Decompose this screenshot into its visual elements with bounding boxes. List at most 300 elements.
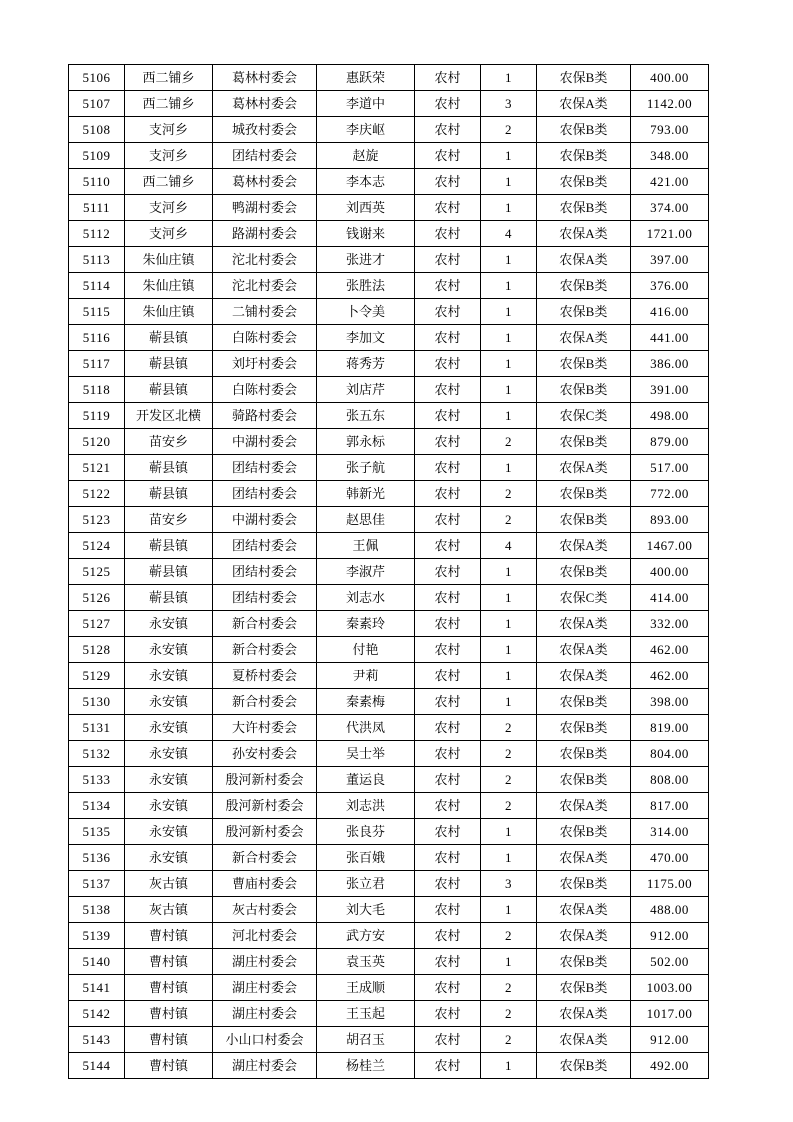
table-cell-0: 5114 [69, 273, 125, 299]
table-cell-5: 2 [481, 1027, 537, 1053]
table-cell-4: 农村 [415, 559, 481, 585]
table-row [69, 221, 709, 247]
table-cell-7: 462.00 [631, 663, 709, 689]
table-cell-6: 农保B类 [537, 819, 631, 845]
table-cell-6: 农保B类 [537, 559, 631, 585]
table-cell-1: 西二铺乡 [125, 65, 213, 91]
table-cell-5: 1 [481, 143, 537, 169]
table-row [69, 923, 709, 949]
table-row [69, 273, 709, 299]
table-cell-0: 5133 [69, 767, 125, 793]
table-cell-0: 5142 [69, 1001, 125, 1027]
table-cell-0: 5112 [69, 221, 125, 247]
table-cell-1: 支河乡 [125, 221, 213, 247]
table-cell-1: 朱仙庄镇 [125, 273, 213, 299]
table-cell-2: 灰古村委会 [213, 897, 317, 923]
table-cell-7: 400.00 [631, 559, 709, 585]
table-cell-3: 赵思佳 [317, 507, 415, 533]
table-cell-3: 代洪凤 [317, 715, 415, 741]
table-cell-0: 5107 [69, 91, 125, 117]
table-cell-6: 农保B类 [537, 949, 631, 975]
table-cell-3: 王玉起 [317, 1001, 415, 1027]
table-cell-0: 5123 [69, 507, 125, 533]
table-cell-5: 1 [481, 351, 537, 377]
table-cell-6: 农保B类 [537, 273, 631, 299]
table-cell-4: 农村 [415, 1001, 481, 1027]
table-cell-4: 农村 [415, 507, 481, 533]
table-cell-0: 5117 [69, 351, 125, 377]
table-cell-5: 1 [481, 273, 537, 299]
table-row [69, 663, 709, 689]
table-row [69, 455, 709, 481]
table-cell-1: 朱仙庄镇 [125, 247, 213, 273]
table-row [69, 559, 709, 585]
table-cell-0: 5130 [69, 689, 125, 715]
table-row [69, 1053, 709, 1079]
table-row [69, 195, 709, 221]
table-cell-5: 2 [481, 767, 537, 793]
table-cell-4: 农村 [415, 637, 481, 663]
table-cell-0: 5132 [69, 741, 125, 767]
table-cell-1: 苗安乡 [125, 429, 213, 455]
table-cell-5: 2 [481, 975, 537, 1001]
table-cell-6: 农保A类 [537, 1027, 631, 1053]
table-cell-3: 李道中 [317, 91, 415, 117]
table-cell-6: 农保A类 [537, 455, 631, 481]
table-cell-3: 赵旋 [317, 143, 415, 169]
table-cell-2: 团结村委会 [213, 559, 317, 585]
table-cell-1: 曹村镇 [125, 949, 213, 975]
table-cell-5: 2 [481, 923, 537, 949]
table-cell-3: 付艳 [317, 637, 415, 663]
table-row [69, 351, 709, 377]
table-cell-6: 农保B类 [537, 351, 631, 377]
table-cell-1: 永安镇 [125, 611, 213, 637]
table-cell-5: 2 [481, 715, 537, 741]
table-row [69, 637, 709, 663]
table-cell-6: 农保B类 [537, 143, 631, 169]
table-cell-5: 1 [481, 663, 537, 689]
table-row [69, 247, 709, 273]
table-body [69, 65, 709, 1079]
table-cell-5: 2 [481, 481, 537, 507]
table-cell-1: 永安镇 [125, 689, 213, 715]
table-cell-7: 912.00 [631, 1027, 709, 1053]
table-cell-2: 团结村委会 [213, 533, 317, 559]
table-cell-7: 879.00 [631, 429, 709, 455]
table-cell-6: 农保A类 [537, 325, 631, 351]
table-cell-7: 462.00 [631, 637, 709, 663]
table-cell-2: 葛林村委会 [213, 169, 317, 195]
table-cell-3: 王成顺 [317, 975, 415, 1001]
table-cell-3: 秦素玲 [317, 611, 415, 637]
table-cell-5: 1 [481, 299, 537, 325]
table-cell-7: 1467.00 [631, 533, 709, 559]
table-cell-6: 农保B类 [537, 117, 631, 143]
table-cell-0: 5139 [69, 923, 125, 949]
table-cell-6: 农保B类 [537, 689, 631, 715]
table-row [69, 91, 709, 117]
table-cell-3: 韩新光 [317, 481, 415, 507]
table-cell-3: 张胜法 [317, 273, 415, 299]
table-cell-1: 蕲县镇 [125, 351, 213, 377]
table-cell-3: 卜令美 [317, 299, 415, 325]
table-cell-5: 1 [481, 819, 537, 845]
table-cell-3: 郭永标 [317, 429, 415, 455]
table-row [69, 871, 709, 897]
table-cell-5: 1 [481, 559, 537, 585]
table-cell-5: 2 [481, 429, 537, 455]
table-cell-0: 5125 [69, 559, 125, 585]
table-cell-5: 1 [481, 325, 537, 351]
table-cell-6: 农保B类 [537, 975, 631, 1001]
table-cell-4: 农村 [415, 221, 481, 247]
table-cell-7: 912.00 [631, 923, 709, 949]
table-cell-1: 蕲县镇 [125, 481, 213, 507]
table-cell-7: 488.00 [631, 897, 709, 923]
table-cell-7: 498.00 [631, 403, 709, 429]
table-cell-3: 李本志 [317, 169, 415, 195]
table-row [69, 429, 709, 455]
table-cell-0: 5108 [69, 117, 125, 143]
table-cell-4: 农村 [415, 455, 481, 481]
table-cell-3: 武方安 [317, 923, 415, 949]
table-cell-6: 农保C类 [537, 403, 631, 429]
table-cell-2: 鸭湖村委会 [213, 195, 317, 221]
table-cell-4: 农村 [415, 325, 481, 351]
table-cell-6: 农保A类 [537, 923, 631, 949]
table-cell-3: 刘志洪 [317, 793, 415, 819]
table-cell-0: 5126 [69, 585, 125, 611]
table-cell-6: 农保A类 [537, 1001, 631, 1027]
table-cell-2: 骑路村委会 [213, 403, 317, 429]
table-cell-2: 城孜村委会 [213, 117, 317, 143]
table-cell-1: 永安镇 [125, 715, 213, 741]
table-cell-2: 曹庙村委会 [213, 871, 317, 897]
table-cell-1: 朱仙庄镇 [125, 299, 213, 325]
table-cell-3: 张良芬 [317, 819, 415, 845]
table-cell-4: 农村 [415, 819, 481, 845]
table-cell-7: 376.00 [631, 273, 709, 299]
table-cell-7: 1003.00 [631, 975, 709, 1001]
table-cell-1: 永安镇 [125, 793, 213, 819]
table-cell-3: 李庆岖 [317, 117, 415, 143]
table-cell-0: 5109 [69, 143, 125, 169]
table-row [69, 65, 709, 91]
table-cell-2: 新合村委会 [213, 637, 317, 663]
table-cell-4: 农村 [415, 247, 481, 273]
table-cell-0: 5144 [69, 1053, 125, 1079]
table-cell-7: 1017.00 [631, 1001, 709, 1027]
table-cell-4: 农村 [415, 585, 481, 611]
table-cell-4: 农村 [415, 377, 481, 403]
table-cell-4: 农村 [415, 715, 481, 741]
table-cell-6: 农保A类 [537, 611, 631, 637]
table-cell-3: 秦素梅 [317, 689, 415, 715]
table-row [69, 507, 709, 533]
table-cell-5: 3 [481, 91, 537, 117]
table-cell-5: 1 [481, 455, 537, 481]
table-cell-0: 5135 [69, 819, 125, 845]
table-cell-0: 5138 [69, 897, 125, 923]
table-cell-5: 1 [481, 637, 537, 663]
table-cell-5: 2 [481, 741, 537, 767]
table-cell-3: 张百娥 [317, 845, 415, 871]
table-cell-2: 中湖村委会 [213, 507, 317, 533]
table-cell-6: 农保A类 [537, 897, 631, 923]
table-cell-2: 湖庄村委会 [213, 1001, 317, 1027]
table-cell-4: 农村 [415, 273, 481, 299]
table-cell-5: 1 [481, 403, 537, 429]
table-cell-3: 钱谢来 [317, 221, 415, 247]
table-row [69, 325, 709, 351]
table-cell-5: 1 [481, 949, 537, 975]
table-cell-2: 团结村委会 [213, 481, 317, 507]
table-row [69, 117, 709, 143]
table-cell-4: 农村 [415, 1053, 481, 1079]
table-cell-0: 5111 [69, 195, 125, 221]
table-cell-1: 西二铺乡 [125, 169, 213, 195]
table-cell-5: 1 [481, 611, 537, 637]
table-cell-6: 农保B类 [537, 481, 631, 507]
table-cell-7: 332.00 [631, 611, 709, 637]
table-cell-3: 刘西英 [317, 195, 415, 221]
table-cell-3: 李加文 [317, 325, 415, 351]
table-row [69, 585, 709, 611]
table-cell-4: 农村 [415, 663, 481, 689]
table-cell-1: 曹村镇 [125, 1027, 213, 1053]
table-cell-1: 永安镇 [125, 741, 213, 767]
table-cell-1: 蕲县镇 [125, 585, 213, 611]
table-cell-3: 张进才 [317, 247, 415, 273]
table-cell-1: 永安镇 [125, 845, 213, 871]
table-cell-4: 农村 [415, 611, 481, 637]
table-cell-4: 农村 [415, 169, 481, 195]
table-row [69, 169, 709, 195]
table-cell-6: 农保A类 [537, 637, 631, 663]
table-cell-7: 348.00 [631, 143, 709, 169]
table-cell-6: 农保A类 [537, 221, 631, 247]
table-row [69, 715, 709, 741]
table-cell-2: 刘圩村委会 [213, 351, 317, 377]
table-row [69, 793, 709, 819]
table-cell-4: 农村 [415, 871, 481, 897]
table-cell-4: 农村 [415, 65, 481, 91]
table-cell-2: 沱北村委会 [213, 273, 317, 299]
table-cell-0: 5115 [69, 299, 125, 325]
table-cell-0: 5121 [69, 455, 125, 481]
table-row [69, 689, 709, 715]
table-cell-3: 张子航 [317, 455, 415, 481]
table-cell-3: 胡召玉 [317, 1027, 415, 1053]
table-row [69, 143, 709, 169]
table-cell-1: 开发区北横 [125, 403, 213, 429]
table-cell-4: 农村 [415, 117, 481, 143]
table-cell-6: 农保B类 [537, 767, 631, 793]
table-cell-2: 夏桥村委会 [213, 663, 317, 689]
table-cell-2: 湖庄村委会 [213, 949, 317, 975]
table-row [69, 897, 709, 923]
table-cell-6: 农保C类 [537, 585, 631, 611]
table-cell-1: 永安镇 [125, 663, 213, 689]
table-cell-1: 曹村镇 [125, 923, 213, 949]
table-cell-4: 农村 [415, 975, 481, 1001]
table-cell-1: 灰古镇 [125, 897, 213, 923]
table-cell-5: 2 [481, 1001, 537, 1027]
table-cell-4: 农村 [415, 91, 481, 117]
table-cell-0: 5120 [69, 429, 125, 455]
table-cell-7: 1175.00 [631, 871, 709, 897]
table-cell-3: 董运良 [317, 767, 415, 793]
table-cell-7: 421.00 [631, 169, 709, 195]
table-cell-4: 农村 [415, 845, 481, 871]
table-cell-5: 1 [481, 377, 537, 403]
table-cell-3: 张立君 [317, 871, 415, 897]
table-cell-5: 1 [481, 689, 537, 715]
table-cell-2: 沱北村委会 [213, 247, 317, 273]
table-cell-5: 1 [481, 1053, 537, 1079]
table-cell-2: 大许村委会 [213, 715, 317, 741]
table-cell-3: 蒋秀芳 [317, 351, 415, 377]
table-cell-0: 5110 [69, 169, 125, 195]
table-cell-7: 804.00 [631, 741, 709, 767]
table-cell-0: 5141 [69, 975, 125, 1001]
table-cell-2: 孙安村委会 [213, 741, 317, 767]
table-cell-7: 517.00 [631, 455, 709, 481]
table-cell-5: 2 [481, 793, 537, 819]
table-cell-1: 支河乡 [125, 195, 213, 221]
table-row [69, 819, 709, 845]
table-cell-5: 1 [481, 169, 537, 195]
table-cell-2: 路湖村委会 [213, 221, 317, 247]
table-cell-4: 农村 [415, 767, 481, 793]
table-cell-3: 张五东 [317, 403, 415, 429]
table-cell-5: 4 [481, 221, 537, 247]
table-cell-0: 5127 [69, 611, 125, 637]
table-cell-7: 819.00 [631, 715, 709, 741]
table-cell-6: 农保B类 [537, 715, 631, 741]
table-cell-1: 支河乡 [125, 143, 213, 169]
table-cell-0: 5140 [69, 949, 125, 975]
table-cell-7: 416.00 [631, 299, 709, 325]
table-cell-1: 蕲县镇 [125, 559, 213, 585]
table-cell-4: 农村 [415, 1027, 481, 1053]
table-cell-6: 农保A类 [537, 533, 631, 559]
table-cell-4: 农村 [415, 689, 481, 715]
table-cell-6: 农保A类 [537, 91, 631, 117]
table-cell-6: 农保B类 [537, 195, 631, 221]
table-row [69, 299, 709, 325]
table-row [69, 377, 709, 403]
table-cell-2: 殷河新村委会 [213, 767, 317, 793]
table-cell-2: 新合村委会 [213, 845, 317, 871]
table-cell-0: 5106 [69, 65, 125, 91]
table-cell-2: 中湖村委会 [213, 429, 317, 455]
table-row [69, 767, 709, 793]
table-cell-5: 1 [481, 247, 537, 273]
table-cell-4: 农村 [415, 351, 481, 377]
table-row [69, 481, 709, 507]
table-cell-5: 3 [481, 871, 537, 897]
table-row [69, 845, 709, 871]
table-cell-7: 772.00 [631, 481, 709, 507]
table-cell-4: 农村 [415, 299, 481, 325]
table-row [69, 1027, 709, 1053]
table-cell-2: 小山口村委会 [213, 1027, 317, 1053]
table-cell-1: 蕲县镇 [125, 325, 213, 351]
table-cell-7: 1142.00 [631, 91, 709, 117]
table-cell-4: 农村 [415, 793, 481, 819]
table-cell-0: 5118 [69, 377, 125, 403]
table-cell-6: 农保B类 [537, 377, 631, 403]
table-cell-6: 农保A类 [537, 793, 631, 819]
table-cell-2: 团结村委会 [213, 455, 317, 481]
table-cell-7: 492.00 [631, 1053, 709, 1079]
table-row [69, 741, 709, 767]
table-cell-0: 5131 [69, 715, 125, 741]
table-cell-4: 农村 [415, 481, 481, 507]
table-row [69, 611, 709, 637]
table-cell-2: 白陈村委会 [213, 325, 317, 351]
table-cell-5: 4 [481, 533, 537, 559]
table-cell-7: 793.00 [631, 117, 709, 143]
table-cell-4: 农村 [415, 143, 481, 169]
table-row [69, 949, 709, 975]
table-cell-6: 农保B类 [537, 1053, 631, 1079]
table-cell-2: 葛林村委会 [213, 65, 317, 91]
table-cell-0: 5143 [69, 1027, 125, 1053]
table-cell-6: 农保A类 [537, 247, 631, 273]
payment-detail-table [68, 64, 709, 1079]
table-cell-1: 灰古镇 [125, 871, 213, 897]
table-cell-4: 农村 [415, 195, 481, 221]
table-cell-7: 1721.00 [631, 221, 709, 247]
table-cell-5: 1 [481, 585, 537, 611]
table-cell-3: 刘志水 [317, 585, 415, 611]
table-row [69, 975, 709, 1001]
table-cell-2: 二铺村委会 [213, 299, 317, 325]
table-cell-0: 5134 [69, 793, 125, 819]
table-cell-4: 农村 [415, 429, 481, 455]
table-cell-3: 刘大毛 [317, 897, 415, 923]
table-cell-7: 391.00 [631, 377, 709, 403]
table-cell-2: 白陈村委会 [213, 377, 317, 403]
table-cell-7: 397.00 [631, 247, 709, 273]
table-cell-0: 5136 [69, 845, 125, 871]
table-cell-2: 新合村委会 [213, 689, 317, 715]
payment-detail-table-wrap [68, 64, 708, 1079]
table-cell-0: 5116 [69, 325, 125, 351]
table-cell-4: 农村 [415, 533, 481, 559]
table-cell-6: 农保B类 [537, 871, 631, 897]
table-cell-7: 314.00 [631, 819, 709, 845]
table-cell-6: 农保B类 [537, 507, 631, 533]
table-cell-7: 398.00 [631, 689, 709, 715]
table-cell-1: 永安镇 [125, 767, 213, 793]
table-cell-1: 曹村镇 [125, 975, 213, 1001]
table-cell-1: 永安镇 [125, 637, 213, 663]
table-cell-1: 西二铺乡 [125, 91, 213, 117]
table-cell-0: 5129 [69, 663, 125, 689]
table-cell-7: 386.00 [631, 351, 709, 377]
table-cell-3: 刘店芹 [317, 377, 415, 403]
table-cell-2: 新合村委会 [213, 611, 317, 637]
table-cell-6: 农保A类 [537, 845, 631, 871]
table-cell-5: 2 [481, 117, 537, 143]
table-cell-4: 农村 [415, 949, 481, 975]
table-cell-5: 1 [481, 845, 537, 871]
table-cell-0: 5124 [69, 533, 125, 559]
